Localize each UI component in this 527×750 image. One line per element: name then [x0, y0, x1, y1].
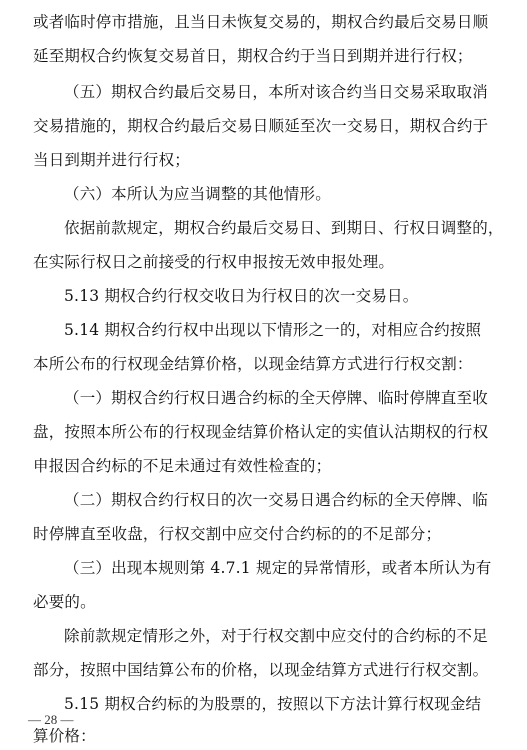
- text-line: （二）期权合约行权日的次一交易日遇合约标的全天停牌、临: [64, 491, 488, 509]
- text-line: 依据前款规定，期权合约最后交易日、到期日、行权日调整的，: [64, 219, 504, 237]
- text-line: （一）期权合约行权日遇合约标的全天停牌、临时停牌直至收: [64, 389, 488, 407]
- text-line: 5.13 期权合约行权交收日为行权日的次一交易日。: [64, 287, 419, 305]
- text-line: 时停牌直至收盘，行权交割中应交付合约标的的不足部分；: [33, 525, 442, 543]
- text-line: 部分，按照中国结算公布的价格，以现金结算方式进行行权交割。: [33, 661, 489, 679]
- text-line: 盘，按照本所公布的行权现金结算价格认定的实值认沽期权的行权: [33, 423, 489, 441]
- text-line: 本所公布的行权现金结算价格，以现金结算方式进行行权交割：: [33, 355, 473, 373]
- text-line: 交易措施的，期权合约最后交易日顺延至次一交易日，期权合约于: [33, 117, 489, 135]
- text-line: 除前款规定情形之外，对于行权交割中应交付的合约标的不足: [64, 627, 488, 645]
- text-line: 必要的。: [33, 593, 96, 611]
- text-line: 5.14 期权合约行权中出现以下情形之一的，对相应合约按照: [64, 321, 482, 339]
- text-line: 或者临时停市措施，且当日未恢复交易的，期权合约最后交易日顺: [33, 13, 489, 31]
- text-line: 算价格：: [33, 727, 96, 745]
- text-line: 在实际行权日之前接受的行权申报按无效申报处理。: [33, 253, 395, 271]
- text-line: 5.15 期权合约标的为股票的，按照以下方法计算行权现金结: [64, 695, 482, 713]
- text-line: （三）出现本规则第 4.7.1 规定的异常情形，或者本所认为有: [64, 559, 492, 577]
- text-line: 延至期权合约恢复交易首日，期权合约于当日到期并进行行权；: [33, 47, 473, 65]
- page-number: — 28 —: [28, 712, 74, 727]
- text-line: （五）期权合约最后交易日，本所对该合约当日交易采取取消: [64, 83, 488, 101]
- text-line: 申报因合约标的不足未通过有效性检查的；: [33, 457, 332, 475]
- text-line: （六）本所认为应当调整的其他情形。: [64, 185, 331, 203]
- text-line: 当日到期并进行行权；: [33, 151, 191, 169]
